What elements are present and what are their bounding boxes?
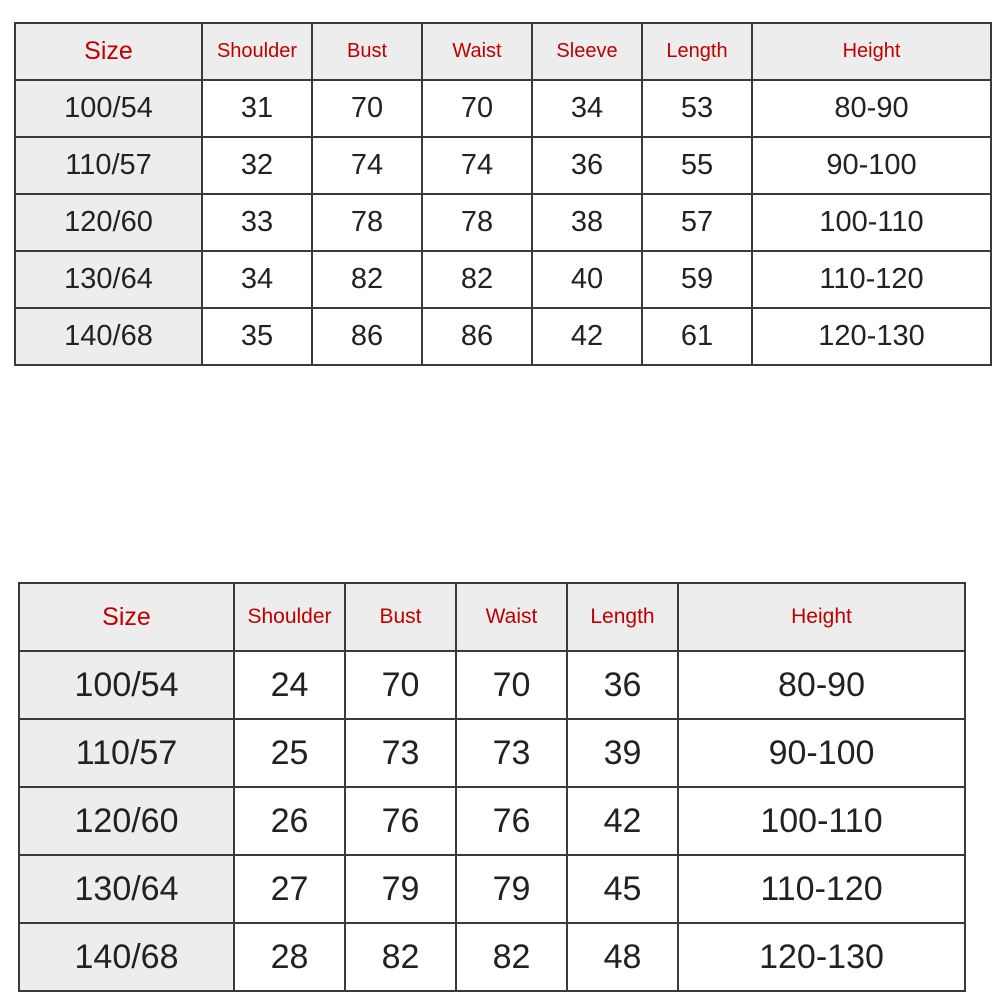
size-cell: 110/57 bbox=[15, 137, 202, 194]
header-size: Size bbox=[19, 583, 234, 651]
table-row bbox=[15, 308, 991, 365]
header-shoulder: Shoulder bbox=[202, 23, 312, 80]
size-cell: 120/60 bbox=[19, 787, 234, 855]
table-row bbox=[19, 923, 965, 991]
length-cell: 57 bbox=[642, 194, 752, 251]
shoulder-cell: 34 bbox=[202, 251, 312, 308]
height-cell: 110-120 bbox=[678, 855, 965, 923]
shoulder-cell: 32 bbox=[202, 137, 312, 194]
size-chart-table-2 bbox=[18, 582, 966, 992]
bust-cell: 82 bbox=[312, 251, 422, 308]
length-cell: 45 bbox=[567, 855, 678, 923]
waist-cell: 76 bbox=[456, 787, 567, 855]
bust-cell: 70 bbox=[345, 651, 456, 719]
shoulder-cell: 28 bbox=[234, 923, 345, 991]
shoulder-cell: 24 bbox=[234, 651, 345, 719]
table-row bbox=[19, 855, 965, 923]
size-cell: 110/57 bbox=[19, 719, 234, 787]
shoulder-cell: 31 bbox=[202, 80, 312, 137]
waist-cell: 74 bbox=[422, 137, 532, 194]
waist-cell: 70 bbox=[422, 80, 532, 137]
table-header-row bbox=[19, 583, 965, 651]
bust-cell: 86 bbox=[312, 308, 422, 365]
length-cell: 36 bbox=[567, 651, 678, 719]
header-bust: Bust bbox=[345, 583, 456, 651]
header-sleeve: Sleeve bbox=[532, 23, 642, 80]
table-row bbox=[19, 787, 965, 855]
size-cell: 140/68 bbox=[15, 308, 202, 365]
table-row bbox=[19, 719, 965, 787]
length-cell: 61 bbox=[642, 308, 752, 365]
header-size: Size bbox=[15, 23, 202, 80]
header-bust: Bust bbox=[312, 23, 422, 80]
height-cell: 90-100 bbox=[752, 137, 991, 194]
table-header-row bbox=[15, 23, 991, 80]
size-cell: 130/64 bbox=[15, 251, 202, 308]
length-cell: 48 bbox=[567, 923, 678, 991]
bust-cell: 78 bbox=[312, 194, 422, 251]
sleeve-cell: 40 bbox=[532, 251, 642, 308]
header-waist: Waist bbox=[422, 23, 532, 80]
size-cell: 130/64 bbox=[19, 855, 234, 923]
bust-cell: 79 bbox=[345, 855, 456, 923]
height-cell: 100-110 bbox=[678, 787, 965, 855]
sleeve-cell: 36 bbox=[532, 137, 642, 194]
header-height: Height bbox=[678, 583, 965, 651]
height-cell: 120-130 bbox=[678, 923, 965, 991]
table-row bbox=[15, 137, 991, 194]
header-shoulder: Shoulder bbox=[234, 583, 345, 651]
length-cell: 53 bbox=[642, 80, 752, 137]
waist-cell: 73 bbox=[456, 719, 567, 787]
length-cell: 59 bbox=[642, 251, 752, 308]
bust-cell: 76 bbox=[345, 787, 456, 855]
shoulder-cell: 25 bbox=[234, 719, 345, 787]
shoulder-cell: 26 bbox=[234, 787, 345, 855]
size-cell: 120/60 bbox=[15, 194, 202, 251]
shoulder-cell: 27 bbox=[234, 855, 345, 923]
waist-cell: 86 bbox=[422, 308, 532, 365]
height-cell: 80-90 bbox=[752, 80, 991, 137]
sleeve-cell: 34 bbox=[532, 80, 642, 137]
sleeve-cell: 42 bbox=[532, 308, 642, 365]
waist-cell: 79 bbox=[456, 855, 567, 923]
bust-cell: 70 bbox=[312, 80, 422, 137]
waist-cell: 70 bbox=[456, 651, 567, 719]
size-cell: 100/54 bbox=[15, 80, 202, 137]
height-cell: 110-120 bbox=[752, 251, 991, 308]
table-row bbox=[15, 194, 991, 251]
height-cell: 120-130 bbox=[752, 308, 991, 365]
header-height: Height bbox=[752, 23, 991, 80]
length-cell: 42 bbox=[567, 787, 678, 855]
header-length: Length bbox=[642, 23, 752, 80]
height-cell: 80-90 bbox=[678, 651, 965, 719]
bust-cell: 73 bbox=[345, 719, 456, 787]
length-cell: 55 bbox=[642, 137, 752, 194]
size-chart-table-1 bbox=[14, 22, 992, 366]
waist-cell: 82 bbox=[422, 251, 532, 308]
bust-cell: 74 bbox=[312, 137, 422, 194]
table-row bbox=[19, 651, 965, 719]
header-waist: Waist bbox=[456, 583, 567, 651]
waist-cell: 82 bbox=[456, 923, 567, 991]
bust-cell: 82 bbox=[345, 923, 456, 991]
size-cell: 140/68 bbox=[19, 923, 234, 991]
table-row bbox=[15, 251, 991, 308]
header-length: Length bbox=[567, 583, 678, 651]
sleeve-cell: 38 bbox=[532, 194, 642, 251]
shoulder-cell: 35 bbox=[202, 308, 312, 365]
height-cell: 100-110 bbox=[752, 194, 991, 251]
shoulder-cell: 33 bbox=[202, 194, 312, 251]
table-row bbox=[15, 80, 991, 137]
waist-cell: 78 bbox=[422, 194, 532, 251]
height-cell: 90-100 bbox=[678, 719, 965, 787]
size-cell: 100/54 bbox=[19, 651, 234, 719]
length-cell: 39 bbox=[567, 719, 678, 787]
